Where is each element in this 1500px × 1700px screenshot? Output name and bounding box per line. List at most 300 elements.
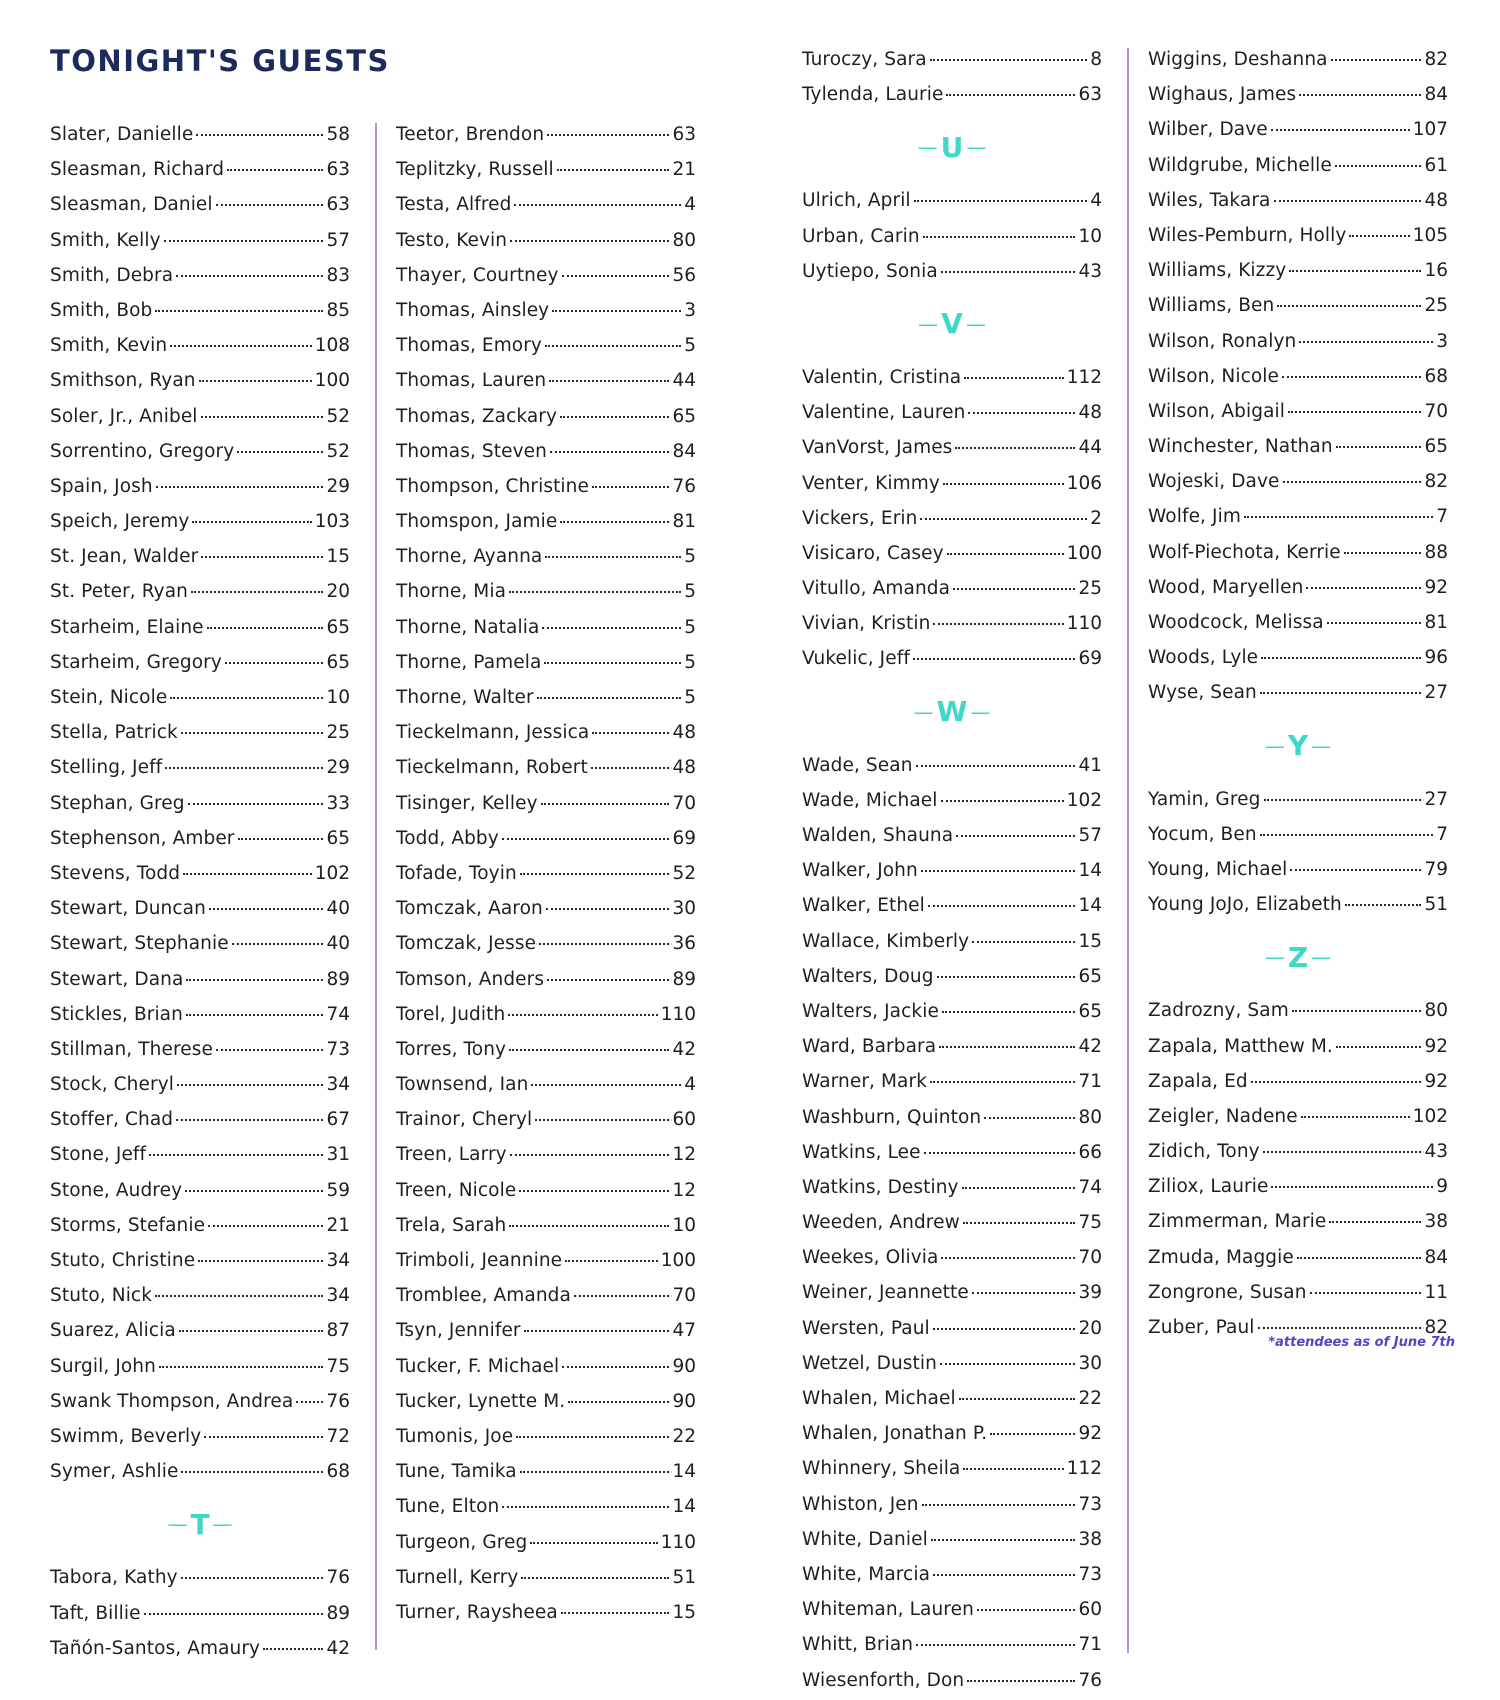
guest-entry: [50, 399, 350, 434]
page-number: 63: [1078, 84, 1102, 106]
page-number: 25: [326, 722, 350, 744]
dot-leader: [530, 1542, 657, 1544]
page-number: 88: [1424, 541, 1448, 563]
dot-leader: [977, 1609, 1076, 1611]
guest-column-4: [1148, 42, 1448, 1345]
guest-entry: [50, 1454, 350, 1489]
guest-name: Zapala, Ed: [1148, 1070, 1248, 1092]
guest-entry: [50, 1349, 350, 1384]
dot-leader: [920, 518, 1087, 520]
section-letter-label: U: [940, 130, 964, 164]
page-number: 102: [1412, 1105, 1448, 1127]
page-number: 60: [1078, 1599, 1102, 1621]
dot-leader: [923, 236, 1076, 238]
dot-leader: [1345, 904, 1422, 906]
guest-name: St. Peter, Ryan: [50, 581, 188, 603]
guest-name: Teetor, Brendon: [396, 124, 545, 145]
guest-entry: [802, 818, 1102, 853]
guest-name: Visicaro, Casey: [802, 542, 944, 564]
guest-entry: [802, 1592, 1102, 1627]
guest-entry: [50, 363, 350, 398]
guest-entry: [802, 395, 1102, 430]
guest-name: Wiles, Takara: [1148, 189, 1271, 211]
page-number: 59: [326, 1179, 350, 1201]
dot-leader: [562, 1366, 669, 1368]
guest-name: Teplitzky, Russell: [396, 159, 554, 181]
dash-ornament: —: [917, 135, 938, 160]
guest-name: Thorne, Walter: [396, 687, 534, 708]
page-number: 85: [326, 299, 350, 321]
guest-name: Walters, Jackie: [802, 1000, 939, 1022]
page-number: 87: [326, 1320, 350, 1342]
dot-leader: [232, 943, 324, 945]
dot-leader: [930, 59, 1088, 61]
guest-name: Smith, Kelly: [50, 229, 161, 251]
guest-entry: [802, 1663, 1102, 1698]
guest-entry: [396, 434, 696, 469]
dash-ornament: —: [918, 311, 939, 336]
guest-name: Zmuda, Maggie: [1148, 1246, 1294, 1268]
page-number: 4: [684, 1074, 696, 1096]
guest-entry: [396, 293, 696, 328]
dot-leader: [170, 345, 311, 347]
guest-name: Tromblee, Amanda: [396, 1285, 571, 1307]
guest-entry: [1148, 112, 1448, 147]
guest-entry: [396, 539, 696, 574]
dot-leader: [937, 976, 1076, 978]
dot-leader: [1271, 129, 1410, 131]
dot-leader: [547, 134, 669, 136]
guest-name: Torel, Judith: [396, 1003, 506, 1025]
guest-entry: [1148, 218, 1448, 253]
guest-name: Townsend, Ian: [396, 1074, 529, 1096]
page-number: 38: [1078, 1528, 1102, 1550]
guest-name: Wilson, Abigail: [1148, 400, 1286, 422]
guest-name: Swimm, Beverly: [50, 1425, 202, 1447]
page-number: 10: [672, 1214, 696, 1236]
guest-entry: [802, 1170, 1102, 1205]
guest-entry: [50, 1032, 350, 1067]
dot-leader: [939, 1046, 1075, 1048]
dot-leader: [1310, 1292, 1422, 1294]
guest-entry: [802, 748, 1102, 783]
guest-entry: [1148, 535, 1448, 570]
guest-name: Whalen, Michael: [802, 1388, 956, 1409]
dash-ornament: —: [913, 699, 934, 724]
guest-name: Thomas, Ainsley: [396, 299, 550, 321]
guest-entry: [1148, 782, 1448, 817]
guest-entry: [50, 258, 350, 293]
guest-entry: [50, 223, 350, 258]
guest-name: Watkins, Destiny: [802, 1176, 959, 1198]
guest-entry: [396, 1419, 696, 1454]
dot-leader: [1261, 657, 1421, 659]
guest-name: Stoffer, Chad: [50, 1109, 174, 1131]
dot-leader: [941, 271, 1076, 273]
guest-name: Zidich, Tony: [1148, 1141, 1260, 1163]
guest-name: Wilson, Nicole: [1148, 365, 1279, 387]
page-number: 12: [672, 1179, 696, 1201]
dot-leader: [541, 803, 670, 805]
guest-name: Sorrentino, Gregory: [50, 440, 235, 462]
page-number: 84: [1424, 1246, 1448, 1268]
guest-name: Wyse, Sean: [1148, 682, 1257, 704]
guest-name: Tomczak, Jesse: [396, 933, 537, 955]
page-number: 4: [1090, 190, 1102, 212]
guest-entry: [396, 1102, 696, 1137]
page-number: 8: [1090, 49, 1102, 70]
page-number: 110: [660, 1003, 696, 1025]
page-number: 92: [1078, 1423, 1102, 1445]
page-number: 89: [326, 968, 350, 990]
guest-entry: [50, 891, 350, 926]
page-number: 81: [1424, 612, 1448, 633]
page-number: 102: [314, 862, 350, 884]
guest-entry: [802, 360, 1102, 395]
guest-name: Uytiepo, Sonia: [802, 260, 938, 282]
guest-entry: [396, 645, 696, 680]
dot-leader: [535, 1119, 669, 1121]
guest-entry: [50, 926, 350, 961]
guest-name: Testa, Alfred: [396, 194, 512, 216]
section-letter-label: T: [190, 1507, 210, 1541]
dot-leader: [946, 94, 1075, 96]
guest-name: Young, Michael: [1148, 858, 1288, 880]
dot-leader: [539, 943, 669, 945]
guest-column-3: [802, 42, 1102, 1698]
page-number: 20: [1078, 1317, 1102, 1339]
page-number: 42: [326, 1637, 350, 1659]
page-number: 112: [1066, 366, 1102, 388]
guest-name: Tsyn, Jennifer: [396, 1320, 521, 1342]
guest-name: Stewart, Dana: [50, 968, 184, 990]
page-number: 30: [1078, 1352, 1102, 1374]
guest-entry: [396, 1137, 696, 1172]
column-divider: [1127, 48, 1129, 1653]
guest-name: Stuto, Christine: [50, 1250, 196, 1271]
guest-entry: [396, 680, 696, 715]
dot-leader: [181, 732, 324, 734]
guest-entry: [1148, 253, 1448, 288]
guest-name: Thomas, Lauren: [396, 370, 547, 392]
dot-leader: [1297, 1257, 1422, 1259]
guest-entry: [802, 1135, 1102, 1170]
guest-entry: [50, 856, 350, 891]
page-number: 89: [326, 1602, 350, 1624]
section-letter: [802, 306, 1102, 342]
guest-entry: [396, 1595, 696, 1630]
page-number: 20: [326, 581, 350, 603]
dot-leader: [930, 1081, 1075, 1083]
page-number: 75: [326, 1355, 350, 1377]
guest-name: Wiesenforth, Don: [802, 1669, 965, 1691]
guest-name: Wildgrube, Michelle: [1148, 154, 1332, 176]
guest-entry: [396, 1067, 696, 1102]
guest-name: Starheim, Elaine: [50, 616, 204, 638]
guest-name: Whiston, Jen: [802, 1493, 919, 1515]
page-number: 15: [326, 546, 350, 568]
guest-entry: [802, 1487, 1102, 1522]
guest-entry: [50, 1560, 350, 1595]
guest-entry: [396, 117, 696, 152]
page-number: 65: [672, 405, 696, 427]
page-number: 21: [326, 1214, 350, 1236]
page-title: TONIGHT'S GUESTS: [50, 44, 390, 78]
dot-leader: [181, 1471, 323, 1473]
page-number: 100: [660, 1250, 696, 1271]
page-number: 41: [1078, 754, 1102, 776]
dot-leader: [1306, 587, 1421, 589]
page-number: 100: [314, 370, 350, 392]
guest-name: Wade, Michael: [802, 789, 938, 811]
guest-entry: [50, 434, 350, 469]
guest-name: Wojeski, Dave: [1148, 471, 1280, 493]
guest-entry: [396, 821, 696, 856]
guest-entry: [1148, 1029, 1448, 1064]
page-number: 63: [672, 124, 696, 145]
guest-name: Wilson, Ronalyn: [1148, 330, 1297, 352]
dot-leader: [510, 1154, 670, 1156]
page-number: 92: [1424, 576, 1448, 598]
page-number: 75: [1078, 1212, 1102, 1234]
page-number: 52: [672, 862, 696, 884]
page-number: 40: [326, 898, 350, 920]
page-number: 34: [326, 1074, 350, 1096]
page-number: 84: [672, 440, 696, 462]
guest-name: Stewart, Stephanie: [50, 933, 229, 955]
guest-column-1: [50, 117, 350, 1666]
guest-name: Stevens, Todd: [50, 862, 181, 884]
page-number: 70: [1078, 1247, 1102, 1269]
dot-leader: [176, 1119, 323, 1121]
dot-leader: [921, 870, 1076, 872]
guest-name: Weiner, Jeannette: [802, 1282, 969, 1304]
guest-name: Ziliox, Laurie: [1148, 1176, 1269, 1198]
guest-entry: [802, 888, 1102, 923]
page-number: 71: [1078, 1634, 1102, 1656]
guest-name: Vukelic, Jeff: [802, 648, 910, 670]
page-number: 65: [326, 616, 350, 638]
guest-entry: [1148, 359, 1448, 394]
guest-name: Stewart, Duncan: [50, 898, 206, 920]
page-number: 110: [660, 1531, 696, 1553]
page-number: 38: [1424, 1211, 1448, 1233]
guest-name: Whalen, Jonathan P.: [802, 1423, 988, 1445]
guest-name: Tucker, Lynette M.: [396, 1390, 566, 1412]
guest-name: Stone, Jeff: [50, 1144, 147, 1166]
dot-leader: [149, 1154, 323, 1156]
page-number: 96: [1424, 647, 1448, 669]
guest-entry: [802, 571, 1102, 606]
guest-entry: [396, 363, 696, 398]
guest-entry: [802, 219, 1102, 254]
dot-leader: [916, 765, 1076, 767]
guest-name: Trimboli, Jeannine: [396, 1250, 563, 1271]
guest-entry: [50, 469, 350, 504]
guest-name: Valentin, Cristina: [802, 366, 962, 388]
section-letter-label: W: [936, 695, 968, 729]
page-number: 65: [326, 651, 350, 673]
dot-leader: [560, 416, 669, 418]
dash-ornament: —: [212, 1512, 233, 1537]
page-number: 5: [684, 546, 696, 568]
page-number: 76: [672, 475, 696, 497]
page-number: 25: [1078, 578, 1102, 600]
guest-entry: [802, 501, 1102, 536]
guest-entry: [1148, 1134, 1448, 1169]
dot-leader: [296, 1401, 323, 1403]
dot-leader: [1283, 481, 1422, 483]
guest-entry: [1148, 605, 1448, 640]
page-number: 52: [326, 405, 350, 427]
guest-name: Symer, Ashlie: [50, 1461, 179, 1483]
guest-name: Wersten, Paul: [802, 1317, 930, 1339]
dot-leader: [933, 1574, 1075, 1576]
page-number: 27: [1424, 788, 1448, 810]
page-number: 47: [672, 1320, 696, 1342]
guest-entry: [802, 783, 1102, 818]
dot-leader: [1271, 1186, 1433, 1188]
guest-entry: [50, 1631, 350, 1666]
guest-entry: [50, 997, 350, 1032]
guest-name: Thomspon, Jamie: [396, 511, 558, 533]
dot-leader: [1258, 1327, 1422, 1329]
guest-name: Watkins, Lee: [802, 1141, 921, 1163]
dot-leader: [1331, 59, 1422, 61]
guest-entry: [50, 187, 350, 222]
guest-entry: [802, 1416, 1102, 1451]
dot-leader: [1260, 692, 1422, 694]
guest-entry: [802, 959, 1102, 994]
section-letter-label: V: [941, 307, 963, 341]
dot-leader: [953, 588, 1075, 590]
dot-leader: [922, 1504, 1076, 1506]
guest-name: Ulrich, April: [802, 190, 911, 212]
guest-name: Treen, Nicole: [396, 1179, 517, 1201]
dot-leader: [1288, 411, 1421, 413]
section-letter: [1148, 728, 1448, 764]
page-number: 36: [672, 933, 696, 955]
dot-leader: [924, 1152, 1076, 1154]
dot-leader: [545, 556, 681, 558]
guest-entry: [50, 1596, 350, 1631]
guest-name: Zimmerman, Marie: [1148, 1211, 1327, 1233]
guest-entry: [396, 1525, 696, 1560]
page-number: 2: [1090, 507, 1102, 529]
page-number: 74: [326, 1003, 350, 1025]
guest-name: Treen, Larry: [396, 1144, 507, 1166]
page-number: 65: [1078, 965, 1102, 987]
page-number: 69: [1078, 648, 1102, 670]
page-number: 30: [672, 898, 696, 920]
guest-entry: [802, 466, 1102, 501]
page-number: 83: [326, 264, 350, 286]
dot-leader: [204, 1436, 323, 1438]
attendees-note: *attendees as of June 7th: [1268, 1335, 1455, 1350]
dot-leader: [568, 1401, 669, 1403]
column-divider: [375, 123, 377, 1650]
guest-name: Thorne, Pamela: [396, 651, 542, 673]
dot-leader: [155, 1295, 323, 1297]
guest-name: Stone, Audrey: [50, 1179, 183, 1201]
section-letter-label: Y: [1287, 729, 1309, 763]
page-number: 108: [314, 335, 350, 357]
page-number: 11: [1424, 1281, 1448, 1303]
dot-leader: [177, 1084, 323, 1086]
page-number: 5: [684, 687, 696, 708]
dot-leader: [216, 1049, 323, 1051]
page-number: 112: [1066, 1458, 1102, 1480]
guest-name: Stephan, Greg: [50, 792, 185, 814]
guest-name: Wood, Maryellen: [1148, 576, 1304, 598]
dot-leader: [227, 169, 323, 171]
guest-entry: [50, 645, 350, 680]
page-number: 90: [672, 1390, 696, 1412]
guest-entry: [1148, 570, 1448, 605]
dot-leader: [1301, 1116, 1410, 1118]
page-number: 106: [1066, 472, 1102, 494]
guest-entry: [802, 1381, 1102, 1416]
page-number: 70: [672, 1285, 696, 1307]
page-number: 89: [672, 968, 696, 990]
guest-entry: [396, 1384, 696, 1419]
guest-name: Thorne, Natalia: [396, 616, 540, 638]
guest-name: Washburn, Quinton: [802, 1106, 982, 1128]
dot-leader: [198, 1260, 323, 1262]
guest-entry: [50, 786, 350, 821]
guest-entry: [50, 1137, 350, 1172]
dot-leader: [972, 1292, 1076, 1294]
dot-leader: [914, 200, 1088, 202]
dot-leader: [1299, 94, 1421, 96]
page-number: 5: [684, 581, 696, 603]
guest-name: Stephenson, Amber: [50, 827, 235, 849]
dot-leader: [185, 1190, 323, 1192]
dot-leader: [191, 591, 323, 593]
guest-name: Tune, Tamika: [396, 1461, 517, 1483]
page-number: 52: [326, 440, 350, 462]
guest-name: Valentine, Lauren: [802, 402, 966, 424]
page-number: 63: [326, 159, 350, 181]
guest-entry: [1148, 993, 1448, 1028]
guest-name: Yamin, Greg: [1148, 788, 1261, 810]
guest-entry: [802, 641, 1102, 676]
guest-entry: [50, 1208, 350, 1243]
guest-entry: [50, 1243, 350, 1278]
guest-name: Thorne, Ayanna: [396, 546, 543, 568]
page-number: 15: [672, 1601, 696, 1623]
guest-entry: [1148, 1204, 1448, 1239]
dot-leader: [537, 697, 681, 699]
guest-name: Vivian, Kristin: [802, 613, 931, 635]
guest-entry: [802, 536, 1102, 571]
guest-name: Smith, Kevin: [50, 335, 168, 357]
dot-leader: [972, 941, 1075, 943]
page-number: 80: [672, 229, 696, 251]
guest-entry: [50, 1173, 350, 1208]
page-number: 14: [672, 1496, 696, 1518]
guest-name: Woodcock, Melissa: [1148, 612, 1324, 633]
dot-leader: [549, 380, 669, 382]
guest-entry: [802, 1064, 1102, 1099]
page-number: 105: [1412, 224, 1448, 246]
page-number: 25: [1424, 295, 1448, 317]
guest-entry: [802, 77, 1102, 112]
guest-name: Whinnery, Sheila: [802, 1458, 961, 1480]
dot-leader: [916, 1644, 1075, 1646]
page-number: 103: [314, 511, 350, 533]
guest-entry: [50, 152, 350, 187]
